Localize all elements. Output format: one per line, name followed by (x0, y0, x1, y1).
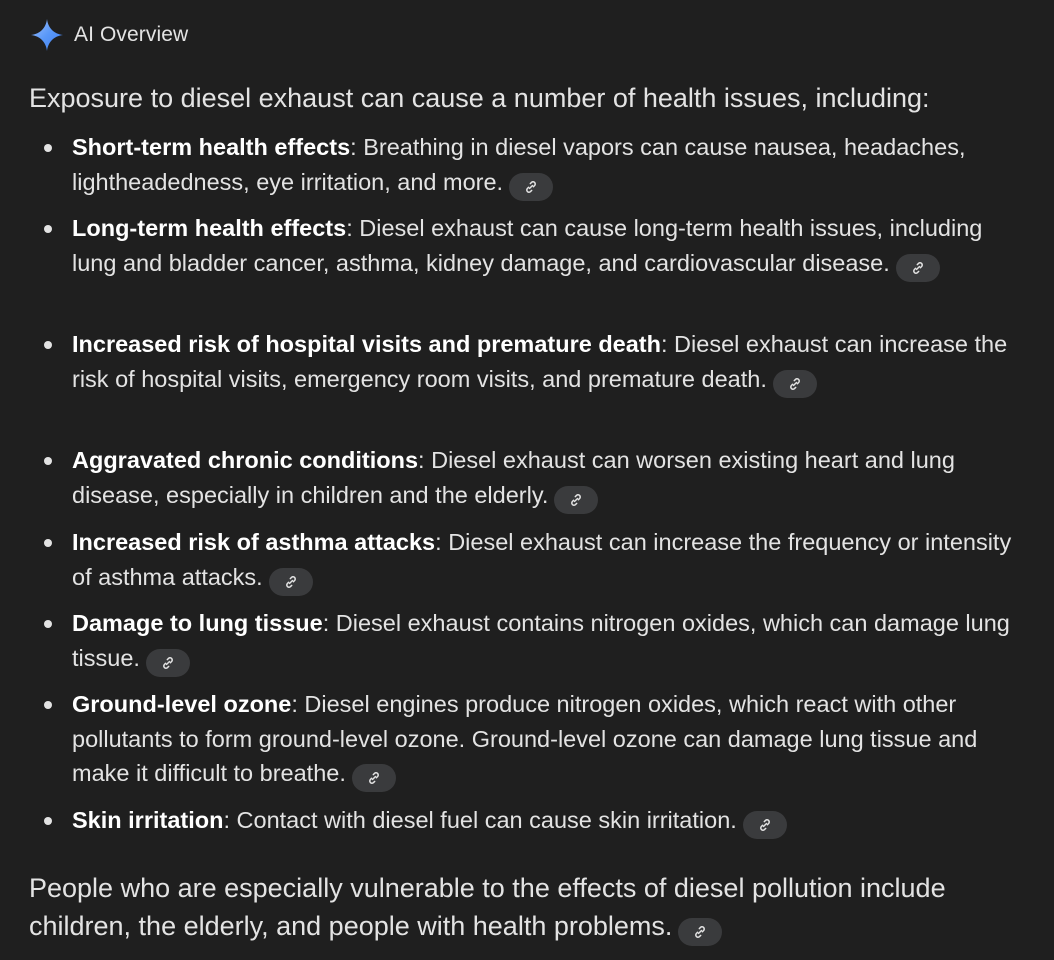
bullet-text: Diesel exhaust can increase the frequency or intensity of asthma attacks. (72, 529, 1012, 590)
link-icon (692, 924, 708, 940)
bullet-title: Skin irritation (72, 807, 224, 833)
bullet-title: Aggravated chronic conditions (72, 447, 419, 473)
ai-overview-title: AI Overview (74, 23, 189, 46)
source-link-button[interactable] (269, 568, 313, 596)
link-icon (366, 770, 382, 786)
link-icon (757, 817, 773, 833)
bullet-dot (44, 144, 52, 152)
bullet-separator: : (223, 807, 230, 833)
bullet-title: Increased risk of asthma attacks (72, 529, 436, 555)
bullet-text: Diesel exhaust can cause long-term health issues, including lung and bladder cancer, asthma, kidney damage, and cardiovascular disease. (72, 215, 983, 276)
ai-overview-header (29, 17, 188, 53)
bullet-separator: : (291, 691, 298, 717)
link-icon (910, 260, 926, 276)
bullet-separator: : (661, 331, 668, 357)
bullet-dot (44, 225, 52, 233)
bullet-title: Damage to lung tissue (72, 610, 323, 636)
bullet-text: Diesel engines produce nitrogen oxides, which react with other pollutants to form ground-level ozone. Ground-level ozone can damage lung tissue and make it difficult to breathe. (72, 691, 978, 786)
bullet-separator: : (346, 215, 353, 241)
source-link-button[interactable] (352, 764, 396, 792)
list-item (72, 803, 1022, 839)
list-item (72, 327, 1022, 398)
list-item (72, 525, 1022, 596)
bullet-text: Diesel exhaust contains nitrogen oxides, which can damage lung tissue. (72, 610, 1010, 671)
bullet-text: Breathing in diesel vapors can cause nausea, headaches, lightheadedness, eye irritation, and more. (72, 134, 966, 195)
bullet-title: Short-term health effects (72, 134, 351, 160)
bullet-separator: : (418, 447, 425, 473)
bullet-text: Contact with diesel fuel can cause skin irritation. (230, 807, 737, 833)
source-link-button[interactable] (773, 370, 817, 398)
source-link-button[interactable] (743, 811, 787, 839)
bullet-separator: : (350, 134, 357, 160)
bullet-dot (44, 817, 52, 825)
bullet-title: Long-term health effects (72, 215, 347, 241)
list-item (72, 211, 1022, 282)
list-item (72, 687, 1022, 792)
link-icon (160, 655, 176, 671)
link-icon (568, 492, 584, 508)
source-link-button[interactable] (896, 254, 940, 282)
source-link-button[interactable] (554, 486, 598, 514)
source-link-button[interactable] (146, 649, 190, 677)
bullet-dot (44, 620, 52, 628)
link-icon (283, 574, 299, 590)
source-link-button[interactable] (509, 173, 553, 201)
bullet-dot (44, 539, 52, 547)
link-icon (787, 376, 803, 392)
bullet-title: Ground-level ozone (72, 691, 292, 717)
gemini-spark-icon (29, 17, 65, 53)
bullet-dot (44, 341, 52, 349)
list-item (72, 130, 1022, 201)
list-item (72, 606, 1022, 677)
bullet-text: Diesel exhaust can worsen existing heart and lung disease, especially in children and the elderly. (72, 447, 955, 508)
bullet-dot (44, 457, 52, 465)
link-icon (523, 179, 539, 195)
outro-paragraph (29, 869, 1029, 946)
bullet-separator: : (435, 529, 442, 555)
bullet-dot (44, 701, 52, 709)
bullet-separator: : (322, 610, 330, 636)
list-item (72, 443, 1022, 514)
bullet-text: Diesel exhaust can increase the risk of hospital visits, emergency room visits, and premature death. (72, 331, 1008, 392)
intro-paragraph: Exposure to diesel exhaust can cause a number of health issues, including: (29, 83, 930, 113)
source-link-button[interactable] (678, 918, 722, 946)
bullet-title: Increased risk of hospital visits and premature death (72, 331, 661, 357)
outro-text: People who are especially vulnerable to the effects of diesel pollution include children, the elderly, and people with health problems. (29, 873, 946, 941)
